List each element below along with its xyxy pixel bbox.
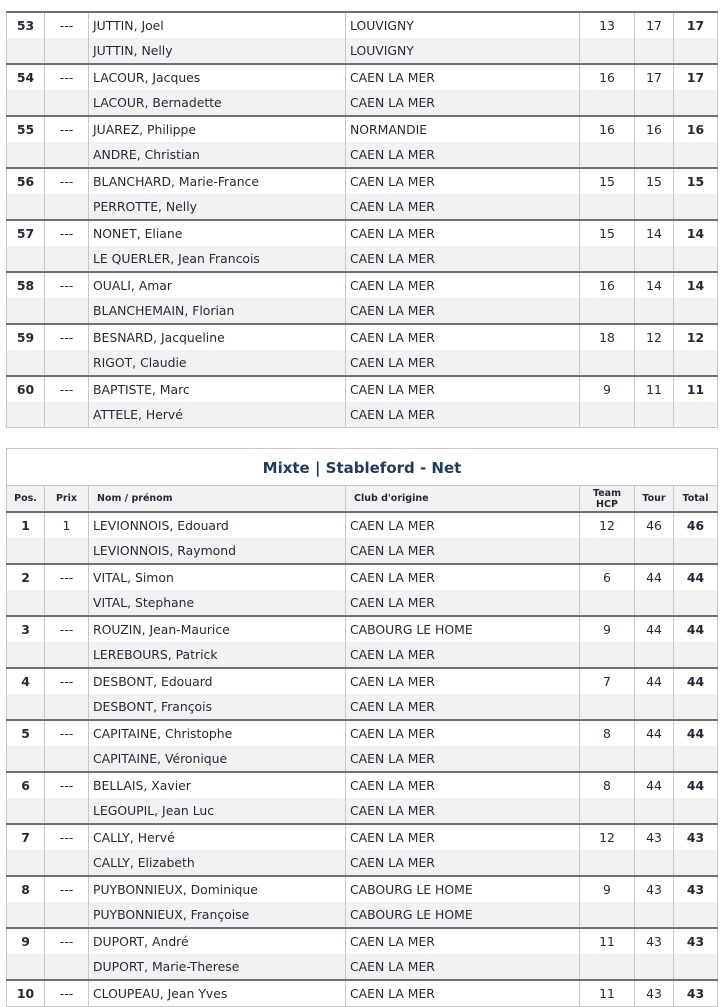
results-table-mixte-stableford-net (6, 448, 718, 1007)
prize-cell: --- (45, 220, 89, 246)
total-cell-empty (674, 90, 718, 116)
total-cell-empty (674, 246, 718, 272)
prize-cell: --- (45, 980, 89, 1007)
header-team-hcp-line1: Team (593, 487, 621, 499)
club-cell: CAEN LA MER (346, 298, 580, 324)
player-name-cell: LE QUERLER, Jean Francois (89, 246, 346, 272)
table-row (7, 668, 718, 694)
position-cell-empty (7, 298, 45, 324)
prize-cell: --- (45, 824, 89, 850)
club-cell: CAEN LA MER (346, 168, 580, 194)
table-row (7, 564, 718, 590)
total-cell-empty (674, 142, 718, 168)
table-row-partner (7, 850, 718, 876)
team-hcp-cell: 11 (580, 928, 635, 954)
tour-cell: 44 (635, 668, 674, 694)
table-row-partner (7, 590, 718, 616)
prize-cell: --- (45, 876, 89, 902)
position-cell: 60 (7, 376, 45, 402)
tour-cell-empty (635, 590, 674, 616)
club-cell: CAEN LA MER (346, 720, 580, 746)
total-cell: 44 (674, 616, 718, 642)
total-cell: 46 (674, 512, 718, 538)
team-hcp-cell: 9 (580, 876, 635, 902)
tour-cell-empty (635, 142, 674, 168)
tour-cell: 43 (635, 980, 674, 1007)
club-cell: CAEN LA MER (346, 980, 580, 1007)
player-name-cell: NONET, Eliane (89, 220, 346, 246)
position-cell-empty (7, 642, 45, 668)
tour-cell-empty (635, 194, 674, 220)
header-tour: Tour (635, 486, 674, 513)
tour-cell-empty (635, 642, 674, 668)
position-cell-empty (7, 850, 45, 876)
total-cell-empty (674, 954, 718, 980)
position-cell: 4 (7, 668, 45, 694)
table-row-partner (7, 538, 718, 564)
team-hcp-cell-empty (580, 38, 635, 64)
position-cell: 59 (7, 324, 45, 350)
position-cell: 56 (7, 168, 45, 194)
player-name-cell: RIGOT, Claudie (89, 350, 346, 376)
player-name-cell: DESBONT, François (89, 694, 346, 720)
club-cell: CAEN LA MER (346, 694, 580, 720)
player-name-cell: LEREBOURS, Patrick (89, 642, 346, 668)
tour-cell-empty (635, 798, 674, 824)
team-hcp-cell-empty (580, 538, 635, 564)
table-row (7, 220, 718, 246)
position-cell: 57 (7, 220, 45, 246)
player-name-cell: CAPITAINE, Véronique (89, 746, 346, 772)
team-hcp-cell: 16 (580, 116, 635, 142)
tour-cell: 44 (635, 616, 674, 642)
tour-cell: 15 (635, 168, 674, 194)
position-cell-empty (7, 954, 45, 980)
prize-cell: --- (45, 324, 89, 350)
tour-cell: 44 (635, 772, 674, 798)
tour-cell-empty (635, 954, 674, 980)
club-cell: CAEN LA MER (346, 642, 580, 668)
total-cell-empty (674, 642, 718, 668)
prize-cell-empty (45, 850, 89, 876)
total-cell: 14 (674, 272, 718, 298)
position-cell: 55 (7, 116, 45, 142)
prize-cell-empty (45, 954, 89, 980)
position-cell-empty (7, 350, 45, 376)
team-hcp-cell: 7 (580, 668, 635, 694)
table-row (7, 980, 718, 1007)
prize-cell-empty (45, 694, 89, 720)
table-row (7, 824, 718, 850)
player-name-cell: LACOUR, Jacques (89, 64, 346, 90)
table-row-partner (7, 746, 718, 772)
team-hcp-cell: 9 (580, 616, 635, 642)
position-cell-empty (7, 246, 45, 272)
results-body-continued (7, 12, 718, 428)
tour-cell-empty (635, 746, 674, 772)
header-pos: Pos. (7, 486, 45, 513)
table-row-partner (7, 246, 718, 272)
prize-cell-empty (45, 538, 89, 564)
team-hcp-cell-empty (580, 246, 635, 272)
total-cell-empty (674, 694, 718, 720)
club-cell: LOUVIGNY (346, 38, 580, 64)
total-cell: 44 (674, 668, 718, 694)
position-cell: 53 (7, 12, 45, 38)
team-hcp-cell: 16 (580, 272, 635, 298)
prize-cell: --- (45, 64, 89, 90)
tour-cell: 12 (635, 324, 674, 350)
tour-cell: 14 (635, 272, 674, 298)
table-row (7, 12, 718, 38)
tour-cell: 16 (635, 116, 674, 142)
position-cell: 58 (7, 272, 45, 298)
player-name-cell: VITAL, Stephane (89, 590, 346, 616)
table-row-partner (7, 954, 718, 980)
prize-cell-empty (45, 246, 89, 272)
prize-cell: --- (45, 376, 89, 402)
club-cell: CAEN LA MER (346, 668, 580, 694)
prize-cell-empty (45, 350, 89, 376)
team-hcp-cell: 9 (580, 376, 635, 402)
club-cell: CAEN LA MER (346, 90, 580, 116)
prize-cell: --- (45, 668, 89, 694)
club-cell: CAEN LA MER (346, 324, 580, 350)
player-name-cell: OUALI, Amar (89, 272, 346, 298)
prize-cell-empty (45, 298, 89, 324)
table-row-partner (7, 402, 718, 428)
table-row (7, 272, 718, 298)
position-cell: 10 (7, 980, 45, 1007)
prize-cell: --- (45, 12, 89, 38)
tour-cell-empty (635, 90, 674, 116)
team-hcp-cell-empty (580, 850, 635, 876)
team-hcp-cell-empty (580, 746, 635, 772)
table-header (7, 486, 718, 513)
header-name: Nom / prénom (89, 486, 346, 513)
player-name-cell: VITAL, Simon (89, 564, 346, 590)
team-hcp-cell: 8 (580, 720, 635, 746)
prize-cell-empty (45, 798, 89, 824)
tour-cell-empty (635, 350, 674, 376)
prize-cell: --- (45, 272, 89, 298)
player-name-cell: ATTELE, Hervé (89, 402, 346, 428)
tour-cell: 43 (635, 824, 674, 850)
position-cell: 54 (7, 64, 45, 90)
club-cell: CAEN LA MER (346, 350, 580, 376)
player-name-cell: JUTTIN, Joel (89, 12, 346, 38)
header-team-hcp (580, 486, 635, 513)
tour-cell: 43 (635, 876, 674, 902)
club-cell: CAEN LA MER (346, 590, 580, 616)
total-cell-empty (674, 798, 718, 824)
total-cell: 43 (674, 824, 718, 850)
club-cell: CAEN LA MER (346, 772, 580, 798)
tour-cell: 43 (635, 928, 674, 954)
prize-cell: --- (45, 720, 89, 746)
position-cell-empty (7, 90, 45, 116)
tour-cell-empty (635, 38, 674, 64)
club-cell: CAEN LA MER (346, 850, 580, 876)
total-cell: 14 (674, 220, 718, 246)
table-row-partner (7, 694, 718, 720)
position-cell-empty (7, 590, 45, 616)
total-cell: 44 (674, 772, 718, 798)
club-cell: CAEN LA MER (346, 220, 580, 246)
club-cell: CAEN LA MER (346, 402, 580, 428)
position-cell: 2 (7, 564, 45, 590)
total-cell: 43 (674, 876, 718, 902)
position-cell-empty (7, 798, 45, 824)
player-name-cell: LEVIONNOIS, Edouard (89, 512, 346, 538)
header-prix: Prix (45, 486, 89, 513)
total-cell-empty (674, 538, 718, 564)
team-hcp-cell-empty (580, 298, 635, 324)
player-name-cell: CLOUPEAU, Jean Yves (89, 980, 346, 1007)
player-name-cell: DESBONT, Edouard (89, 668, 346, 694)
table-row (7, 168, 718, 194)
table-row-partner (7, 902, 718, 928)
team-hcp-cell: 15 (580, 220, 635, 246)
club-cell: CAEN LA MER (346, 194, 580, 220)
prize-cell-empty (45, 402, 89, 428)
club-cell: CAEN LA MER (346, 824, 580, 850)
club-cell: CAEN LA MER (346, 928, 580, 954)
position-cell: 6 (7, 772, 45, 798)
total-cell: 43 (674, 928, 718, 954)
total-cell: 17 (674, 64, 718, 90)
tour-cell-empty (635, 298, 674, 324)
prize-cell: --- (45, 772, 89, 798)
section-title: Mixte | Stableford - Net (6, 448, 718, 485)
position-cell-empty (7, 746, 45, 772)
table-row (7, 772, 718, 798)
team-hcp-cell: 13 (580, 12, 635, 38)
total-cell: 16 (674, 116, 718, 142)
table-row-partner (7, 90, 718, 116)
player-name-cell: CAPITAINE, Christophe (89, 720, 346, 746)
club-cell: LOUVIGNY (346, 12, 580, 38)
table-row (7, 616, 718, 642)
table-row (7, 324, 718, 350)
prize-cell-empty (45, 194, 89, 220)
position-cell-empty (7, 142, 45, 168)
club-cell: CAEN LA MER (346, 272, 580, 298)
prize-cell: --- (45, 564, 89, 590)
table-row-partner (7, 142, 718, 168)
club-cell: CABOURG LE HOME (346, 902, 580, 928)
position-cell-empty (7, 402, 45, 428)
total-cell-empty (674, 350, 718, 376)
total-cell: 11 (674, 376, 718, 402)
prize-cell-empty (45, 642, 89, 668)
table-row (7, 876, 718, 902)
position-cell-empty (7, 194, 45, 220)
table-row-partner (7, 642, 718, 668)
team-hcp-cell-empty (580, 642, 635, 668)
player-name-cell: BELLAIS, Xavier (89, 772, 346, 798)
team-hcp-cell: 6 (580, 564, 635, 590)
prize-cell: --- (45, 116, 89, 142)
player-name-cell: LEGOUPIL, Jean Luc (89, 798, 346, 824)
player-name-cell: LEVIONNOIS, Raymond (89, 538, 346, 564)
tour-cell: 44 (635, 564, 674, 590)
player-name-cell: LACOUR, Bernadette (89, 90, 346, 116)
total-cell-empty (674, 746, 718, 772)
tour-cell-empty (635, 402, 674, 428)
team-hcp-cell-empty (580, 954, 635, 980)
total-cell-empty (674, 298, 718, 324)
tour-cell: 44 (635, 720, 674, 746)
club-cell: CAEN LA MER (346, 538, 580, 564)
tour-cell-empty (635, 538, 674, 564)
club-cell: CABOURG LE HOME (346, 616, 580, 642)
position-cell-empty (7, 538, 45, 564)
tour-cell: 14 (635, 220, 674, 246)
club-cell: CAEN LA MER (346, 564, 580, 590)
club-cell: CAEN LA MER (346, 376, 580, 402)
total-cell-empty (674, 194, 718, 220)
total-cell-empty (674, 402, 718, 428)
table-row (7, 116, 718, 142)
position-cell: 5 (7, 720, 45, 746)
total-cell: 15 (674, 168, 718, 194)
position-cell: 7 (7, 824, 45, 850)
team-hcp-cell: 18 (580, 324, 635, 350)
team-hcp-cell-empty (580, 402, 635, 428)
table-row (7, 376, 718, 402)
total-cell-empty (674, 590, 718, 616)
tour-cell: 11 (635, 376, 674, 402)
player-name-cell: PUYBONNIEUX, Françoise (89, 902, 346, 928)
tour-cell: 17 (635, 12, 674, 38)
table-row (7, 64, 718, 90)
team-hcp-cell: 15 (580, 168, 635, 194)
position-cell: 9 (7, 928, 45, 954)
prize-cell-empty (45, 90, 89, 116)
player-name-cell: DUPORT, Marie-Therese (89, 954, 346, 980)
team-hcp-cell-empty (580, 350, 635, 376)
club-cell: CAEN LA MER (346, 246, 580, 272)
player-name-cell: JUAREZ, Philippe (89, 116, 346, 142)
club-cell: CAEN LA MER (346, 798, 580, 824)
position-cell: 8 (7, 876, 45, 902)
header-total: Total (674, 486, 718, 513)
table-row-partner (7, 298, 718, 324)
club-cell: CABOURG LE HOME (346, 876, 580, 902)
team-hcp-cell-empty (580, 798, 635, 824)
position-cell-empty (7, 694, 45, 720)
position-cell-empty (7, 38, 45, 64)
position-cell: 3 (7, 616, 45, 642)
club-cell: CAEN LA MER (346, 746, 580, 772)
player-name-cell: BAPTISTE, Marc (89, 376, 346, 402)
header-team-hcp-line2: HCP (596, 498, 618, 510)
club-cell: CAEN LA MER (346, 512, 580, 538)
player-name-cell: CALLY, Hervé (89, 824, 346, 850)
player-name-cell: BLANCHARD, Marie-France (89, 168, 346, 194)
prize-cell: --- (45, 616, 89, 642)
club-cell: NORMANDIE (346, 116, 580, 142)
total-cell: 17 (674, 12, 718, 38)
team-hcp-cell-empty (580, 694, 635, 720)
prize-cell: --- (45, 928, 89, 954)
tour-cell-empty (635, 850, 674, 876)
player-name-cell: CALLY, Elizabeth (89, 850, 346, 876)
position-cell-empty (7, 902, 45, 928)
total-cell: 12 (674, 324, 718, 350)
tour-cell: 46 (635, 512, 674, 538)
prize-cell-empty (45, 902, 89, 928)
total-cell: 43 (674, 980, 718, 1007)
club-cell: CAEN LA MER (346, 64, 580, 90)
total-cell-empty (674, 38, 718, 64)
tour-cell: 17 (635, 64, 674, 90)
total-cell-empty (674, 902, 718, 928)
team-hcp-cell-empty (580, 194, 635, 220)
table-row (7, 720, 718, 746)
team-hcp-cell: 12 (580, 824, 635, 850)
team-hcp-cell: 12 (580, 512, 635, 538)
total-cell-empty (674, 850, 718, 876)
results-body (7, 512, 718, 1007)
team-hcp-cell: 16 (580, 64, 635, 90)
player-name-cell: BLANCHEMAIN, Florian (89, 298, 346, 324)
team-hcp-cell-empty (580, 142, 635, 168)
team-hcp-cell-empty (580, 590, 635, 616)
prize-cell-empty (45, 590, 89, 616)
team-hcp-cell-empty (580, 902, 635, 928)
total-cell: 44 (674, 720, 718, 746)
prize-cell-empty (45, 746, 89, 772)
player-name-cell: BESNARD, Jacqueline (89, 324, 346, 350)
club-cell: CAEN LA MER (346, 954, 580, 980)
position-cell: 1 (7, 512, 45, 538)
player-name-cell: DUPORT, André (89, 928, 346, 954)
tour-cell-empty (635, 694, 674, 720)
prize-cell-empty (45, 38, 89, 64)
table-row (7, 512, 718, 538)
team-hcp-cell: 8 (580, 772, 635, 798)
header-club: Club d'origine (346, 486, 580, 513)
results-table-continued (6, 11, 718, 428)
player-name-cell: PUYBONNIEUX, Dominique (89, 876, 346, 902)
table-row-partner (7, 38, 718, 64)
player-name-cell: ROUZIN, Jean-Maurice (89, 616, 346, 642)
table-row-partner (7, 350, 718, 376)
table-row-partner (7, 798, 718, 824)
player-name-cell: PERROTTE, Nelly (89, 194, 346, 220)
table-row (7, 928, 718, 954)
club-cell: CAEN LA MER (346, 142, 580, 168)
team-hcp-cell: 11 (580, 980, 635, 1007)
prize-cell-empty (45, 142, 89, 168)
player-name-cell: ANDRE, Christian (89, 142, 346, 168)
player-name-cell: JUTTIN, Nelly (89, 38, 346, 64)
prize-cell: 1 (45, 512, 89, 538)
team-hcp-cell-empty (580, 90, 635, 116)
tour-cell-empty (635, 246, 674, 272)
table-row-partner (7, 194, 718, 220)
prize-cell: --- (45, 168, 89, 194)
tour-cell-empty (635, 902, 674, 928)
total-cell: 44 (674, 564, 718, 590)
